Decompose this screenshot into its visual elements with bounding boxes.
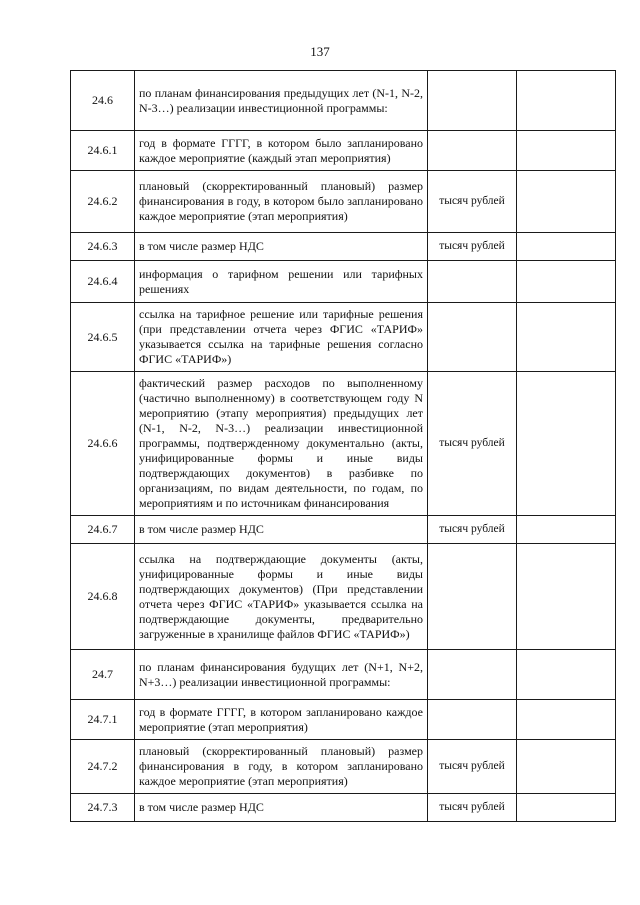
row-value-cell [517,261,616,303]
row-description: фактический размер расходов по выполненному (частично выполненному) в соответствующем году N мероприятию (этапу мероприятия) предыдущих лет (N-1, N-2, N-3…) реализации инвестиционной программы, подтвержденному документально (акты, унифицированные формы и иные виды подтверждающих документов) в разбивке по организациям, по видам деятельности, по годам, по мероприятиям и по источникам финансирования [135,372,428,516]
row-unit [428,650,517,700]
row-unit [428,261,517,303]
row-number: 24.6.3 [71,233,135,261]
row-number: 24.6.8 [71,544,135,650]
row-value-cell [517,71,616,131]
row-unit: тысяч рублей [428,740,517,794]
row-number: 24.6.2 [71,171,135,233]
row-number: 24.7.2 [71,740,135,794]
row-number: 24.6.6 [71,372,135,516]
row-unit [428,71,517,131]
row-description: в том числе размер НДС [135,516,428,544]
page-number: 137 [310,44,330,59]
row-description: ссылка на тарифное решение или тарифные решения (при представлении отчета через ФГИС «ТАРИФ» указывается ссылка на тарифные решения согласно ФГИС «ТАРИФ») [135,303,428,372]
row-description: год в формате ГГГГ, в котором было запланировано каждое мероприятие (каждый этап мероприятия) [135,131,428,171]
table-row [71,233,616,261]
table-row [71,372,616,516]
table-row [71,794,616,822]
row-unit [428,131,517,171]
row-number: 24.6 [71,71,135,131]
row-value-cell [517,740,616,794]
row-value-cell [517,233,616,261]
row-value-cell [517,544,616,650]
row-unit: тысяч рублей [428,171,517,233]
row-number: 24.6.7 [71,516,135,544]
row-unit: тысяч рублей [428,372,517,516]
row-description: плановый (скорректированный плановый) размер финансирования в году, в котором было запланировано каждое мероприятие (этап мероприятия) [135,171,428,233]
table-row [71,650,616,700]
row-description: в том числе размер НДС [135,794,428,822]
row-number: 24.7 [71,650,135,700]
row-unit [428,303,517,372]
row-value-cell [517,516,616,544]
row-unit: тысяч рублей [428,794,517,822]
table-row [71,303,616,372]
table-row [71,740,616,794]
row-description: ссылка на подтверждающие документы (акты, унифицированные формы и иные виды подтверждающих документов) (При представлении отчета через ФГИС «ТАРИФ» указывается ссылка на подтверждающие документы, предварительно загруженные в хранилище файлов ФГИС «ТАРИФ») [135,544,428,650]
row-description: информация о тарифном решении или тарифных решениях [135,261,428,303]
table-row [71,261,616,303]
table-row [71,71,616,131]
table-row [71,171,616,233]
row-value-cell [517,650,616,700]
row-number: 24.7.1 [71,700,135,740]
table-row [71,131,616,171]
row-description: по планам финансирования предыдущих лет (N-1, N-2, N-3…) реализации инвестиционной программы: [135,71,428,131]
row-unit: тысяч рублей [428,516,517,544]
row-description: плановый (скорректированный плановый) размер финансирования в году, в котором запланировано каждое мероприятие (этап мероприятия) [135,740,428,794]
table-row [71,516,616,544]
row-unit [428,544,517,650]
row-unit: тысяч рублей [428,233,517,261]
table-body [71,71,616,822]
row-value-cell [517,372,616,516]
row-number: 24.6.5 [71,303,135,372]
table-row [71,700,616,740]
requirements-table [70,70,616,822]
row-value-cell [517,131,616,171]
row-description: по планам финансирования будущих лет (N+1, N+2, N+3…) реализации инвестиционной программы: [135,650,428,700]
table-row [71,544,616,650]
row-value-cell [517,303,616,372]
row-value-cell [517,794,616,822]
row-value-cell [517,171,616,233]
row-value-cell [517,700,616,740]
row-number: 24.7.3 [71,794,135,822]
row-description: год в формате ГГГГ, в котором запланировано каждое мероприятие (этап мероприятия) [135,700,428,740]
row-number: 24.6.1 [71,131,135,171]
row-description: в том числе размер НДС [135,233,428,261]
row-number: 24.6.4 [71,261,135,303]
row-unit [428,700,517,740]
